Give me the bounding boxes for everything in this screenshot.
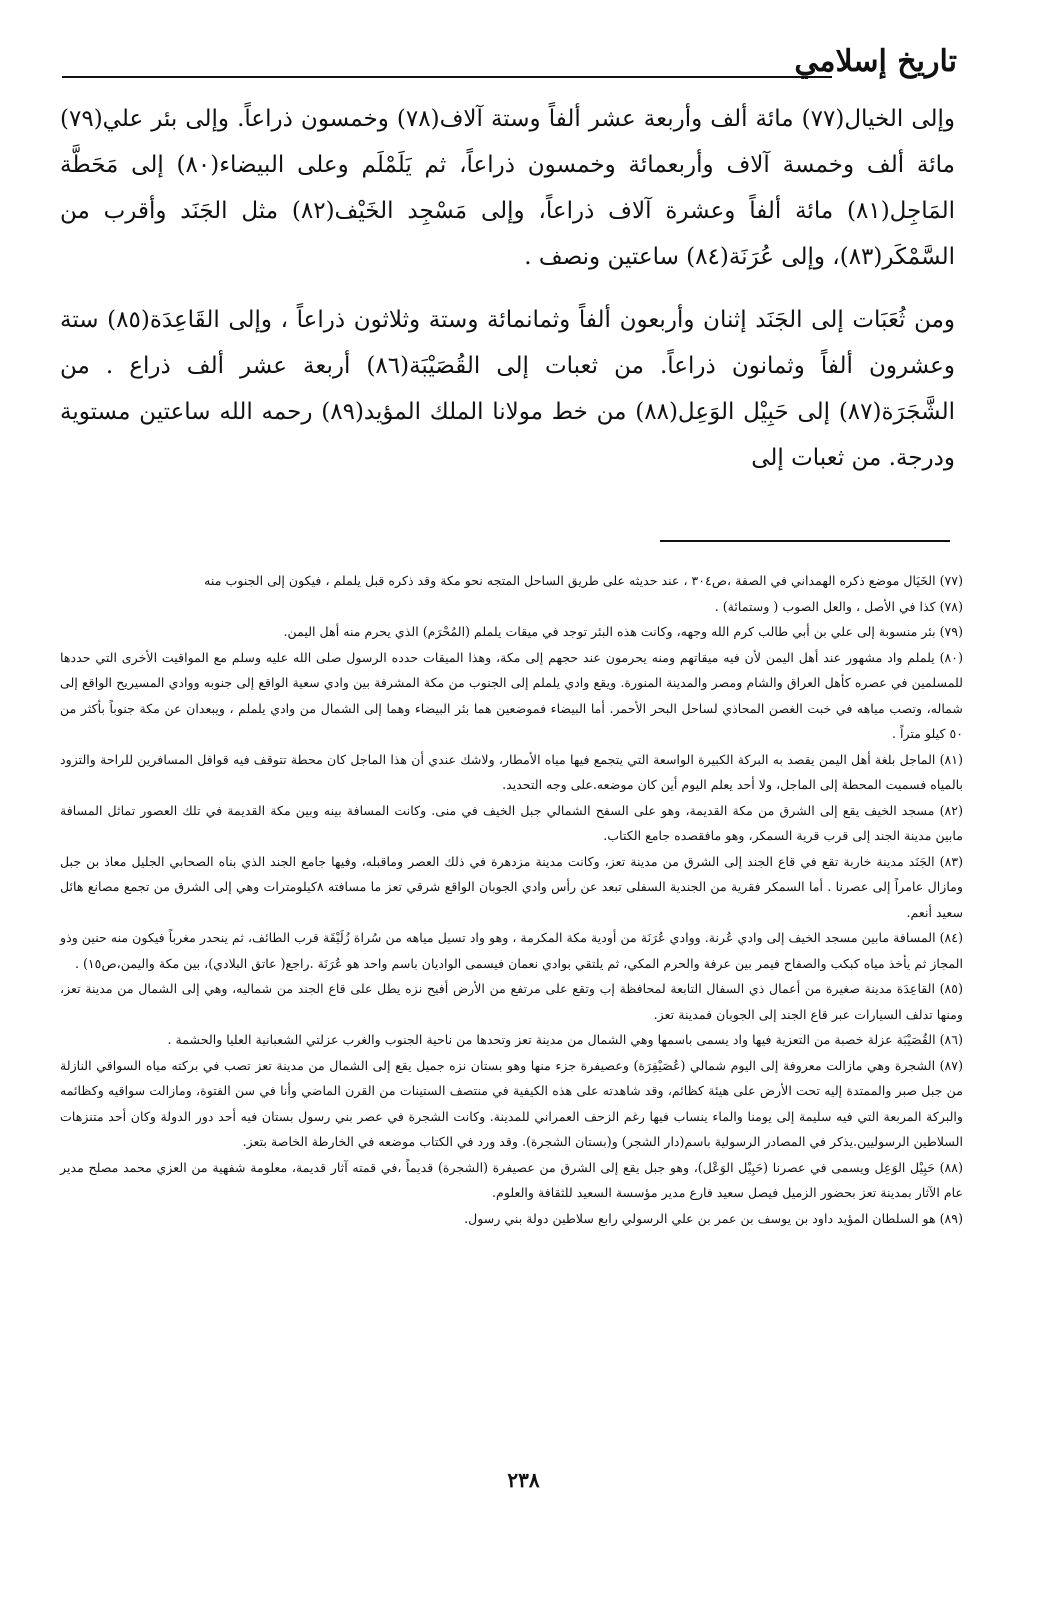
footnote-80: (٨٠) يلملم واد مشهور عند أهل اليمن لأن فيه ميقاتهم ومنه يحرمون عند حجهم إلى مكة، وهذا الميقات حدده الرسول صلى الله عليه وسلم مع المواقيت الأخرى التي حددها للمسلمين في عصره كأهل العراق والشام ومصر والمدينة المنورة. ويقع وادي يلملم إلى الجنوب من مكة المشرفة بين وادي سعية الواقع إلى جنوبه ووادي المسيريح الواقع إلى شماله، وتصب مياهه في خبت الغصن المحاذي لساحل البحر الأحمر. أما البيضاء فموضعين هما بئر البيضاء وهما إلى الشمال من وادي يلملم ، ويبعدان عن مكة جنوباً بأكثر من ٥٠ كيلو متراً . xyxy=(60,649,963,741)
footnote-79: (٧٩) بئر منسوبة إلى علي بن أبي طالب كرم الله وجهه، وكانت هذه البئر توجد في ميقات يلملم (المُحْرَم) الذي يحرم منه أهل اليمن. xyxy=(283,624,963,639)
main-paragraph: وإلى الخيال(٧٧) مائة ألف وأربعة عشر ألفاً وستة آلاف(٧٨) وخمسون ذراعاً. وإلى بئر علي(٧٩) مائة ألف وخمسة آلاف وأربعمائة وخمسون ذراعاً، ثم يَلَمْلَم وعلى البيضاء(٨٠) إلى مَحَطَّة المَاجِل(٨١) مائة ألفاً وعشرة آلاف ذراعاً، وإلى مَسْجِد الخَيْف(٨٢) مثل الجَنَد وأقرب من السَّمْكَر(٨٣)، وإلى عُرَنَة(٨٤) ساعتين ونصف . xyxy=(60,106,955,270)
footnote-77: (٧٧) الخَيَال موضع ذكره الهمداني في الصفة ،ص٣٠٤ ، عند حديثه على طريق الساحل المتجه نحو مكة وقد ذكره قبل يلملم ، فيكون إلى الجنوب منه xyxy=(204,573,963,588)
running-title: تاريخ إسلامي xyxy=(794,44,957,79)
footnote-separator xyxy=(660,540,950,542)
footnotes xyxy=(60,568,963,1231)
page-number: ٢٣٨ xyxy=(507,1468,540,1492)
footnote-85: (٨٥) القاعِدَة مدينة صغيرة من أعمال ذي السفال التابعة لمحافظة إب وتقع على مرتفع من الأرض أفيح نزه يطل على قاع الجند من شماليه، وهي إلى الشمال من مدينة تعز، ومنها تدلف السيارات عبر قاع الجند إلى الجوبان فمدينة تعز. xyxy=(60,981,963,1022)
main-text xyxy=(60,96,955,498)
main-paragraph: ومن ثُعَبَات إلى الجَنَد إثنان وأربعون ألفاً وثمانمائة وستة وثلاثون ذراعاً ، وإلى القَاعِدَة(٨٥) ستة وعشرون ألفاً وثمانون ذراعاً. من ثعبات إلى القُصَيْبَة(٨٦) أربعة عشر ألف ذراع . من الشَّجَرَة(٨٧) إلى حَبِيْل الوَعِل(٨٨) من خط مولانا الملك المؤيد(٨٩) رحمه الله ساعتين مستوية ودرجة. من ثعبات إلى xyxy=(60,307,956,471)
footnote-84: (٨٤) المسافة مابين مسجد الخيف إلى وادي عُرنة. ووادي عُرَنَة من أودية مكة المكرمة ، وهو واد تسيل مياهه من سُراة زُلَيْقَة قرب الطائف، ثم ينحدر مغرباً فيكون منه حنين وذو المجاز ثم يأخذ مياه كبكب والصفاح فيمر بين عرفة والحرم المكي، ثم يلتقي بوادي نعمان فيسمى الواديان باسم واحد هو عُرَنَة .راجع( عاتق البلادي)، بين مكة واليمن،ص١٥) . xyxy=(60,930,963,971)
footnote-83: (٨٣) الجَنَد مدينة خاربة تقع في قاع الجند إلى الشرق من مدينة تعز، وكانت مدينة مزدهرة في ذلك العصر وماقبله، وفيها جامع الجند الذي بناه الصحابي الجليل معاذ بن جبل ومازال عامراً إلى عصرنا . أما السمكر فقرية من الجندية السفلى تبعد عن رأس وادي الجوبان الواقع شرقي تعز ما مسافته ٨كيلومترات وهي إلى الشرق من تجمع مصانع هائل سعيد أنعم. xyxy=(60,853,964,920)
footnote-86: (٨٦) القُصَيْبَة عزلة خصبة من التعزية فيها واد يسمى باسمها وهي الشمال من مدينة تعز وتحدها من ناحية الجنوب والغرب عزلتي الشعبانية العليا والحشمة . xyxy=(167,1032,963,1047)
footnote-78: (٧٨) كذا في الأصل ، والعل الصوب ( وستمائة) . xyxy=(714,598,963,614)
footnote-88: (٨٨) حَبِيْل الوَعِل ويسمى في عصرنا (حَبِيْل الوَعْل)، وهو جبل يقع إلى الشرق من عصيفرة (الشجرة) قديماً ،في قمته آثار قديمة، معلومة شفهية من العزي محمد مصلح مدير عام الآثار بمدينة تعز بحضور الزميل فيصل سعيد فارع مدير مؤسسة السعيد للثقافة والعلوم. xyxy=(60,1159,963,1200)
footnote-89: (٨٩) هو السلطان المؤيد داود بن يوسف بن عمر بن علي الرسولي رابع سلاطين دولة بني رسول. xyxy=(464,1210,963,1226)
header-rule xyxy=(62,76,832,78)
footnote-82: (٨٢) مسجد الخيف يقع إلى الشرق من مكة القديمة، وهو على السفح الشمالي جبل الخيف في منى. وكانت المسافة بينه وبين مكة القديمة في تلك العصور تماثل المسافة مابين مدينة الجند إلى قرب قرية السمكر، وهو مافقصده جامع الكتاب. xyxy=(60,802,963,843)
footnote-87: (٨٧) الشجرة وهي مازالت معروفة إلى اليوم شمالي (عُصَيْفِرَة) وعصيفرة جزء منها وهو بستان نزه جميل يقع إلى الشمال من مدينة تعز تصب في بركته مياه السواقي النازلة من جبل صبر والممتدة إليه تحت الأرض على هيئة كظائم، وقد شاهدته على هذه الكيفية في منتصف الستينات من القرن الماضي وأنا في سن الفتوة، ومازالت سواقيه وكظائمه والبركة المربعة التي فيه سليمة إلى يومنا والماء ينساب فيها رغم الزحف العمراني للمدينة. وكانت الشجرة في عصر بني رسول بستان فيه أحد دور الدولة وكان أحد متنزهات السلاطين الرسوليين.يذكر في المصادر الرسولية باسم(دار الشجر) و(بستان الشجرة). وقد ورد في الكتاب موضعه في الخارطة الخاصة بتعز. xyxy=(60,1057,963,1149)
footnote-81: (٨١) الماجل بلغة أهل اليمن يقصد به البركة الكبيرة الواسعة التي يتجمع فيها مياه الأمطار، ولاشك عندي أن هذا الماجل كان محطة تتوقف فيه قوافل المسافرين للراحة والتزود بالمياه فسميت المحطة إلى الماجل، ولا أحد يعلم اليوم أين كان موضعه.على وجه التحديد. xyxy=(60,751,963,792)
